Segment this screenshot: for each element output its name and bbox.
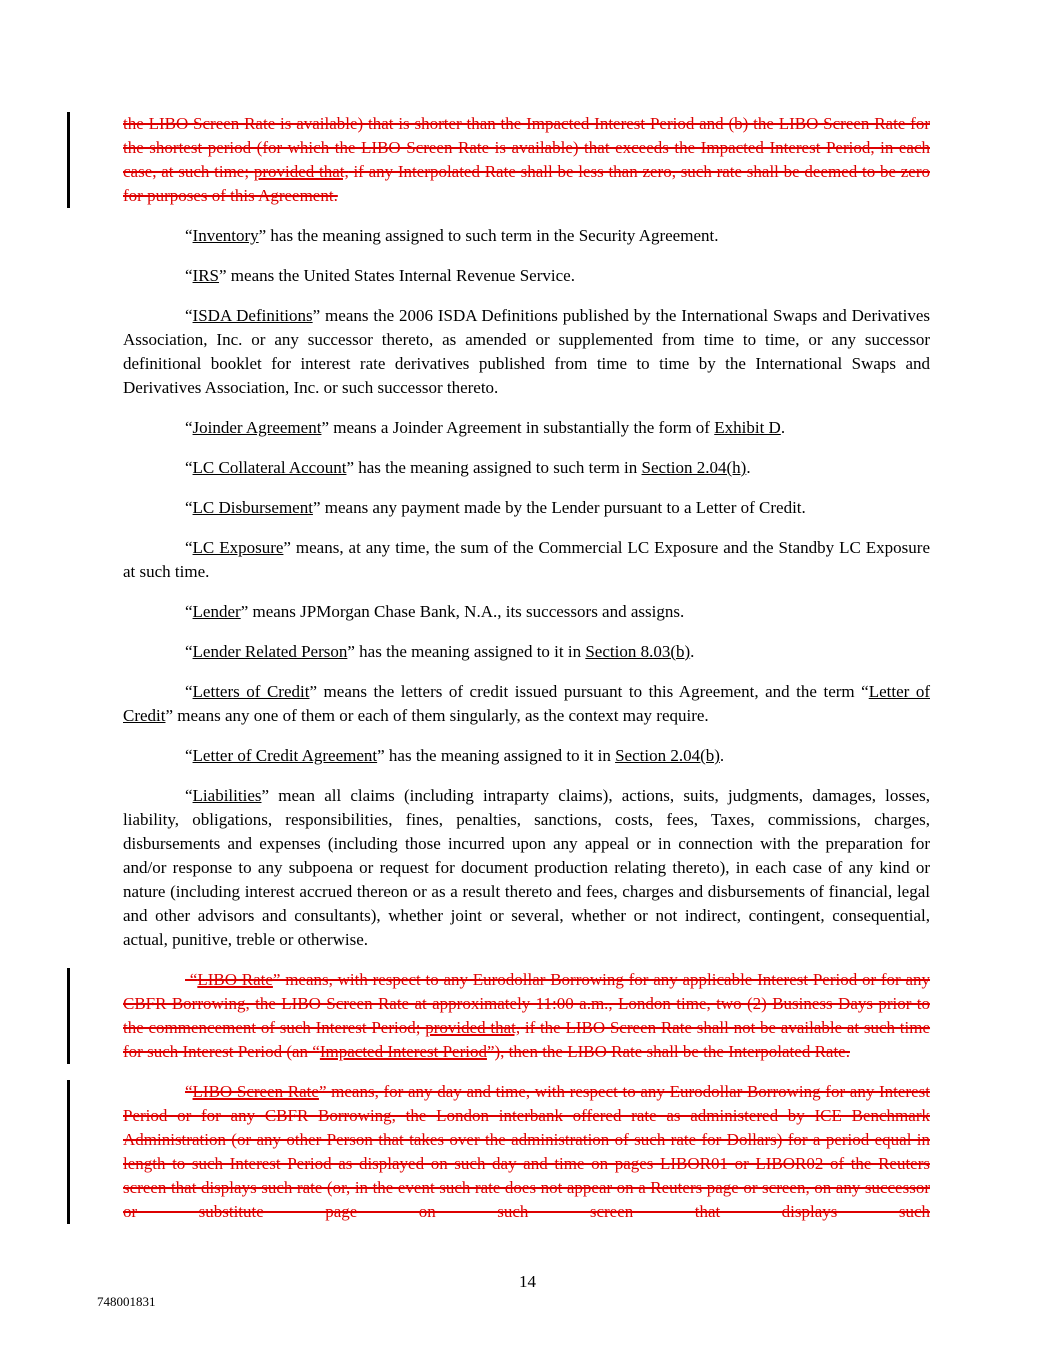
defined-term: provided that, <box>425 1018 521 1037</box>
text-run: ” means JPMorgan Chase Bank, N.A., its successors and assigns. <box>240 602 685 621</box>
text-run: ” means any payment made by the Lender pursuant to a Letter of Credit. <box>312 498 806 517</box>
text-run: ” means the United States Internal Revenue Service. <box>219 266 575 285</box>
defined-term: LIBO Screen Rate <box>192 1082 319 1101</box>
defined-term: Liabilities <box>192 786 262 805</box>
paragraph <box>123 600 930 624</box>
text-run: ” has the meaning assigned to such term in <box>346 458 642 477</box>
text-run: “ <box>185 226 193 245</box>
defined-term: Exhibit D <box>714 418 781 437</box>
text-run: ” mean all claims (including intraparty claims), actions, suits, judgments, damages, losses, liability, obligations, responsibilities, fines, penalties, sanctions, costs, fees, Taxes, commissions, charges, disbursements and expenses (including those incurred upon any appeal or in connection with the preparation for and/or response to any subpoena or request for document production relating thereto), in each case of any kind or nature (including interest accrued thereon or as a result thereto and fees, charges and disbursements of financial, legal and other advisors and consultants), whether joint or several, whether or not indirect, contingent, consequential, actual, punitive, treble or otherwise. <box>123 786 930 949</box>
defined-term: IRS <box>192 266 220 285</box>
text-run: . <box>690 642 695 661</box>
deleted-paragraph <box>123 1080 930 1224</box>
paragraph <box>123 536 930 584</box>
deleted-paragraph <box>123 112 930 208</box>
text-run: “ <box>185 786 193 805</box>
paragraph <box>123 416 930 440</box>
text-run: ” has the meaning assigned to it in <box>377 746 616 765</box>
text-run: ” means the 2006 ISDA Definitions published by the International Swaps and Derivatives Association, Inc. or any successor thereto, as amended or supplemented from time to time, or any successor definitional booklet for interest rate derivatives published from time to time by the International Swaps and Derivatives Association, Inc. or such successor thereto. <box>123 306 930 397</box>
text-run: ” means a Joinder Agreement in substantially the form of <box>321 418 715 437</box>
defined-term: LIBO Rate <box>197 970 273 989</box>
text-run: “ <box>185 418 193 437</box>
defined-term: Letter of Credit <box>123 682 930 725</box>
defined-term: Letters of Credit <box>192 682 310 701</box>
text-run: . <box>719 746 725 765</box>
paragraph <box>123 304 930 400</box>
defined-term: Impacted Interest Period <box>319 1042 487 1061</box>
text-run: ” means, at any time, the sum of the Commercial LC Exposure and the Standby LC Exposure at such time. <box>123 538 930 581</box>
text-run: ”), then the LIBO Rate shall be the Interpolated Rate. <box>486 1042 850 1061</box>
text-run: “ <box>185 458 193 477</box>
change-bar <box>67 1080 70 1224</box>
deleted-paragraph <box>123 968 930 1064</box>
text-run: “ <box>185 642 193 661</box>
paragraph <box>123 640 930 664</box>
text-run: ” has the meaning assigned to such term in the Security Agreement. <box>258 226 719 245</box>
paragraph <box>123 784 930 952</box>
paragraph <box>123 264 930 288</box>
text-run: “ <box>185 682 193 701</box>
paragraph <box>123 744 930 768</box>
document-control-number: 748001831 <box>97 1294 156 1309</box>
defined-term: ISDA Definitions <box>192 306 313 325</box>
paragraph <box>123 496 930 520</box>
text-run: if the LIBO Screen Rate shall not be available at such time for such Interest Period (an “ <box>123 1018 931 1061</box>
text-run: “ <box>185 498 193 517</box>
text-run: ” means any one of them or each of them singularly, as the context may require. <box>165 706 709 725</box>
page-number: 14 <box>519 1272 536 1291</box>
change-bar <box>67 968 70 1064</box>
defined-term: Section 8.03(b) <box>585 642 691 661</box>
defined-term: Section 2.04(b) <box>615 746 720 765</box>
text-run: “ <box>185 1082 193 1101</box>
defined-term: Lender <box>192 602 241 621</box>
text-run: if any Interpolated Rate shall be less than zero, such rate shall be deemed to be zero for purposes of this Agreement. <box>123 162 930 205</box>
defined-term: Lender Related Person <box>192 642 348 661</box>
defined-term: Joinder Agreement <box>192 418 322 437</box>
paragraph <box>123 456 930 480</box>
defined-term: LC Disbursement <box>192 498 313 517</box>
paragraph <box>123 680 930 728</box>
defined-term: Inventory <box>192 226 259 245</box>
text-run: . <box>746 458 751 477</box>
defined-term: provided that, <box>253 162 349 181</box>
text-run: “ <box>185 306 193 325</box>
defined-term: Letter of Credit Agreement <box>192 746 378 765</box>
text-run: ” means, with respect to any Eurodollar Borrowing for any applicable Interest Period or for any CBFR Borrowing, the LIBO Screen Rate at approximately 11:00 a.m., London time, two (2) Business Days prior to the commencement of such Interest Period; <box>123 970 931 1037</box>
defined-term: Section 2.04(h) <box>641 458 747 477</box>
text-run: the LIBO Screen Rate is available) that is shorter than the Impacted Interest Period and (b) the LIBO Screen Rate for the shortest period (for which the LIBO Screen Rate is available) that exceeds the Impacted Interest Period, in each case, at such time; <box>123 114 930 181</box>
change-bar <box>67 112 70 208</box>
text-run: ” means the letters of credit issued pursuant to this Agreement, and the term “ <box>309 682 869 701</box>
text-run: “ <box>185 746 193 765</box>
text-run: ” has the meaning assigned to it in <box>347 642 586 661</box>
paragraph <box>123 224 930 248</box>
text-run: “ <box>185 602 193 621</box>
document-body <box>123 112 930 1240</box>
text-run: “ <box>185 970 198 989</box>
text-run: . <box>780 418 786 437</box>
text-run: “ <box>185 538 193 557</box>
defined-term: LC Exposure <box>192 538 284 557</box>
defined-term: LC Collateral Account <box>192 458 347 477</box>
text-run: ” means, for any day and time, with respect to any Eurodollar Borrowing for any Interest Period or for any CBFR Borrowing, the London interbank offered rate as administered by ICE Benchmark Administration (or any other Person that takes over the administration of such rate for Dollars) for a period equal in length to such Interest Period as displayed on such day and time on pages LIBOR01 or LIBOR02 of the Reuters screen that displays such rate (or, in the event such rate does not appear on a Reuters page or screen, on any successor or substitute page on such screen that displays such <box>123 1082 930 1221</box>
text-run: “ <box>185 266 193 285</box>
